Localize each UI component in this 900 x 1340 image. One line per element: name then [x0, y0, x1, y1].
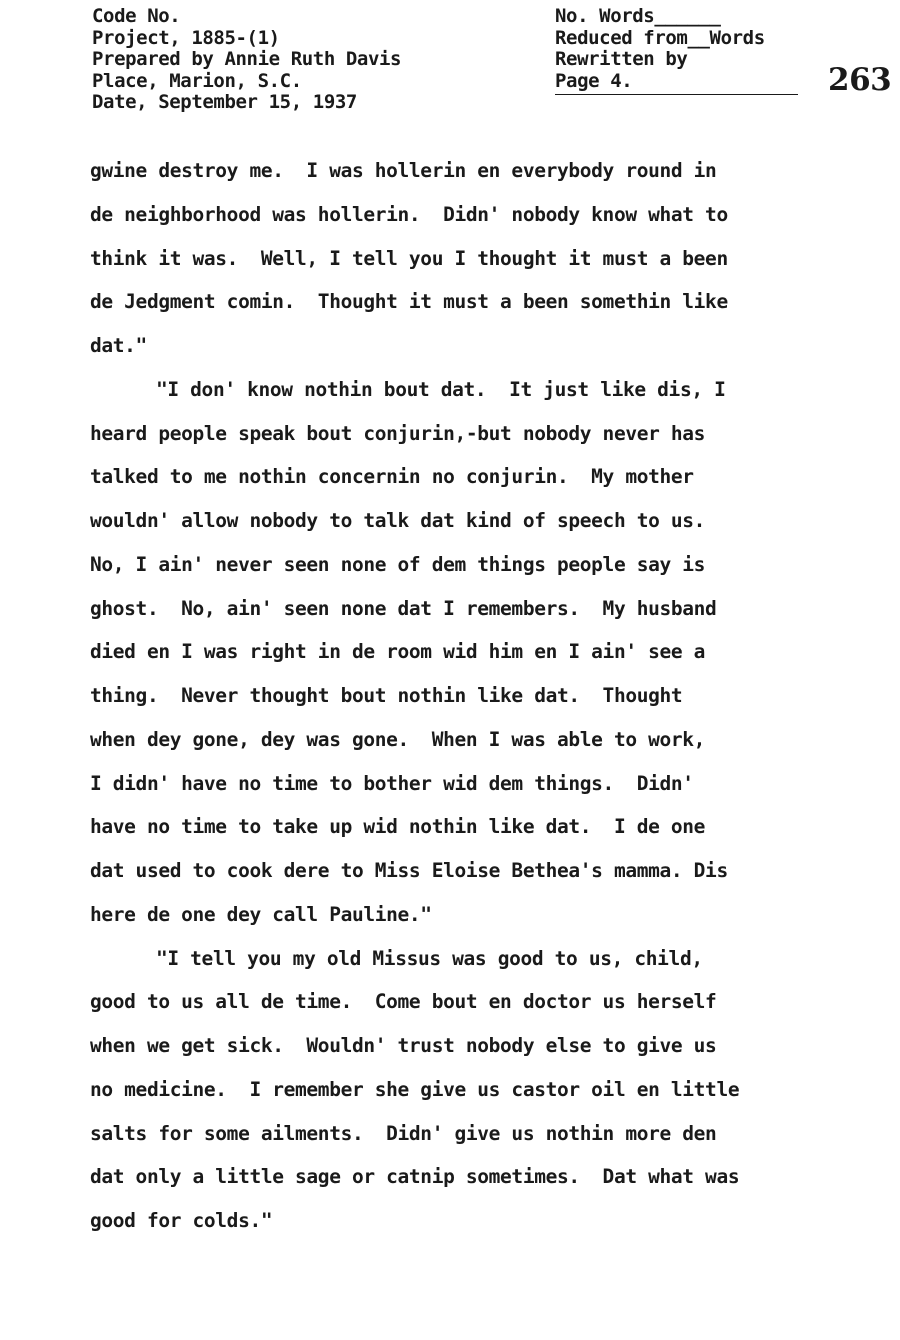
header-left-block: [92, 6, 401, 114]
text-line: No, I ain' never seen none of dem things people say is: [90, 552, 706, 576]
header-reduced-from: Reduced from__Words: [555, 26, 765, 49]
text-line: good to us all de time. Come bout en doctor us herself: [90, 990, 717, 1014]
paragraph-start-line: "I don' know nothin bout dat. It just like dis, I: [156, 377, 726, 401]
page-number-stamp: 263: [828, 62, 892, 98]
header-project: Project, 1885-(1): [92, 26, 280, 49]
header-right-block: [555, 6, 765, 92]
text-line: I didn' have no time to bother wid dem things. Didn': [90, 771, 694, 795]
header-no-words: No. Words______: [555, 5, 721, 27]
text-line: dat.": [90, 334, 147, 357]
text-line: thing. Never thought bout nothin like dat. Thought: [90, 684, 683, 707]
text-line: ghost. No, ain' seen none dat I remembers. My husband: [90, 596, 717, 620]
body-text: [90, 156, 835, 1250]
text-line: gwine destroy me. I was hollerin en everybody round in: [90, 159, 717, 182]
text-line: salts for some ailments. Didn' give us nothin more den: [90, 1121, 717, 1145]
text-line: no medicine. I remember she give us castor oil en little: [90, 1077, 740, 1101]
header-code-no: Code No.: [92, 5, 181, 27]
text-line: de neighborhood was hollerin. Didn' nobody know what to: [90, 202, 728, 226]
text-line: have no time to take up wid nothin like dat. I de one: [90, 815, 706, 839]
header-place: Place, Marion, S.C.: [92, 69, 302, 92]
text-line: dat used to cook dere to Miss Eloise Bethea's mamma. Dis: [90, 859, 728, 882]
text-line: de Jedgment comin. Thought it must a been somethin like: [90, 290, 728, 314]
header-rewritten-by: Rewritten by: [555, 48, 688, 70]
text-line: when dey gone, dey was gone. When I was able to work,: [90, 727, 706, 751]
header-underline: [555, 94, 798, 95]
paragraph-start-line: "I tell you my old Missus was good to us, child,: [156, 946, 703, 970]
text-line: wouldn' allow nobody to talk dat kind of speech to us.: [90, 509, 706, 532]
text-line: talked to me nothin concernin no conjurin. My mother: [90, 465, 694, 489]
text-line: good for colds.": [90, 1209, 273, 1232]
text-line: dat only a little sage or catnip sometimes. Dat what was: [90, 1165, 740, 1189]
text-line: when we get sick. Wouldn' trust nobody else to give us: [90, 1034, 717, 1057]
header-prepared-by: Prepared by Annie Ruth Davis: [92, 48, 402, 70]
text-line: died en I was right in de room wid him en I ain' see a: [90, 640, 706, 664]
text-line: here de one dey call Pauline.": [90, 902, 432, 926]
text-line: think it was. Well, I tell you I thought it must a been: [90, 246, 728, 270]
header-date: Date, September 15, 1937: [92, 91, 357, 113]
header-page-label: Page 4.: [555, 69, 633, 92]
text-line: heard people speak bout conjurin,-but nobody never has: [90, 421, 706, 445]
